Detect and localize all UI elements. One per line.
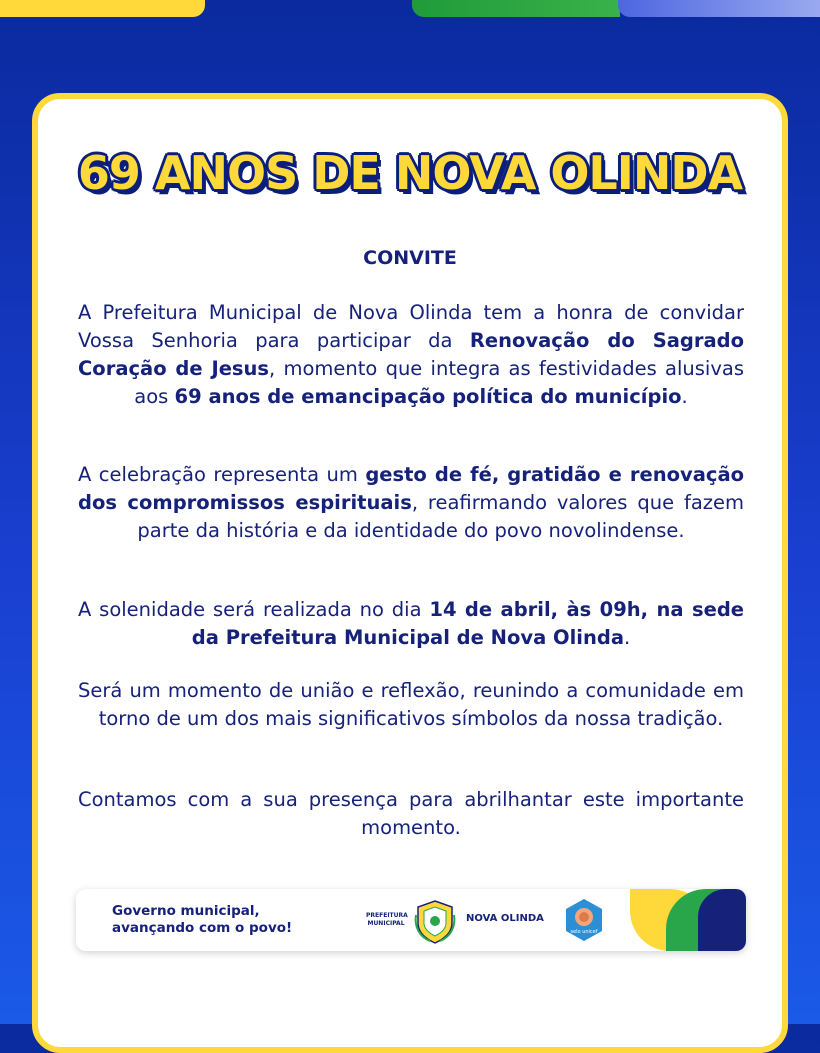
city-name: NOVA OLINDA [466, 913, 544, 924]
prefeitura-line: PREFEITURA [366, 912, 408, 919]
selo-unicef-icon [562, 897, 606, 943]
paragraph-date [78, 596, 744, 652]
paragraph-text: , momento que integra as festividades alusivas aos [134, 357, 744, 408]
footer-blue-shape [698, 889, 746, 951]
paragraph-text: A solenidade será realizada no dia [78, 598, 430, 621]
paragraph-closing: Contamos com a sua presença para abrilhantar este importante momento. [78, 788, 744, 839]
paragraph-text: A Prefeitura Municipal de Nova Olinda tem a honra de convidar Vossa Senhoria para participar da [78, 301, 744, 352]
top-yellow-bar [0, 0, 205, 17]
paragraph-highlight: 14 de abril, às 09h, na sede da Prefeitura Municipal de Nova Olinda [191, 598, 744, 649]
footer-slogan [112, 903, 292, 937]
top-green-bar [412, 0, 620, 17]
page-title: 69 ANOS DE NOVA OLINDA [77, 146, 743, 200]
paragraph-highlight: Renovação do Sagrado Coração de Jesus [78, 329, 744, 380]
slogan-line: Governo municipal, [112, 903, 260, 919]
paragraph-celebration [78, 461, 744, 545]
prefeitura-label [366, 912, 406, 928]
municipal-crest-icon [412, 897, 458, 945]
paragraph-text: A celebração representa um [78, 463, 366, 486]
municipal-line: MUNICIPAL [367, 920, 405, 927]
svg-text:selo unicef: selo unicef [570, 929, 598, 935]
paragraph-invitation [78, 299, 744, 411]
paragraph-text: . [623, 626, 631, 649]
paragraph-text: , reafirmando valores que fazem parte da história e da identidade do povo novolindense. [137, 491, 744, 542]
paragraph-highlight: 69 anos de emancipação política do município [174, 385, 682, 408]
footer-banner [76, 889, 746, 951]
slogan-line: avançando com o povo! [112, 920, 293, 936]
invitation-heading: CONVITE [363, 247, 457, 269]
top-blue-bar [618, 0, 820, 17]
paragraph-highlight: gesto de fé, gratidão e renovação dos compromissos espirituais [78, 463, 744, 514]
paragraph-text: . [681, 385, 688, 408]
paragraph-union: Será um momento de união e reflexão, reunindo a comunidade em torno de um dos mais significativos símbolos da nossa tradição. [78, 679, 744, 730]
